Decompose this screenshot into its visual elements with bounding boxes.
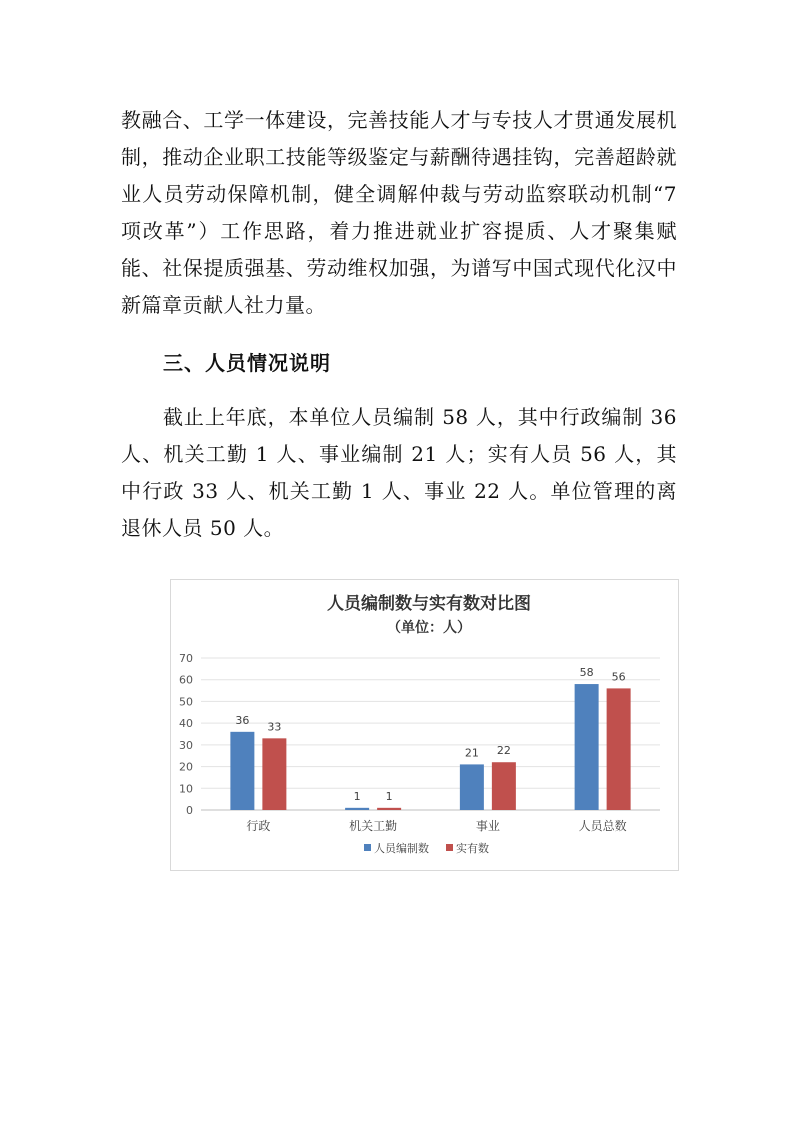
body-paragraph-staffing: 截止上年底，本单位人员编制 58 人，其中行政编制 36 人、机关工勤 1 人、事业编制 21 人；实有人员 56 人，其中行政 33 人、机关工勤 1 人、事业 22 人。单位管理的离退休人员 50 人。 xyxy=(121,405,677,540)
bar-staffing-quota-0 xyxy=(230,732,254,810)
bar-data-label: 58 xyxy=(579,666,594,680)
bar-actual-3 xyxy=(607,688,631,810)
chart-canvas xyxy=(171,580,678,870)
legend-swatch xyxy=(364,844,371,851)
staffing-bar-chart xyxy=(170,579,679,871)
chart-legend xyxy=(364,841,489,855)
x-category-label: 人员总数 xyxy=(578,819,627,833)
body-paragraph-reform: 教融合、工学一体建设，完善技能人才与专技人才贯通发展机制，推动企业职工技能等级鉴定与薪酬待遇挂钩，完善超龄就业人员劳动保障机制，健全调解仲裁与劳动监察联动机制“7项改革”）工作思路，着力推进就业扩容提质、人才聚集赋能、社保提质强基、劳动维权加强，为谱写中国式现代化汉中新篇章贡献人社力量。 xyxy=(121,108,677,317)
bar-data-label: 33 xyxy=(267,720,282,734)
bar-actual-1 xyxy=(377,808,401,810)
x-category-label: 机关工勤 xyxy=(349,819,398,833)
bar-staffing-quota-3 xyxy=(575,684,599,810)
legend-swatch xyxy=(446,844,453,851)
bar-data-label: 21 xyxy=(464,746,479,760)
y-tick-label: 30 xyxy=(179,738,193,752)
y-tick-label: 10 xyxy=(179,782,193,796)
legend-label: 人员编制数 xyxy=(374,842,429,855)
y-tick-label: 60 xyxy=(179,673,193,687)
bar-data-label: 1 xyxy=(385,789,393,803)
bar-data-label: 36 xyxy=(235,713,250,727)
section-heading-staffing: 三、人员情况说明 xyxy=(163,351,331,375)
y-tick-label: 40 xyxy=(179,717,193,731)
bar-staffing-quota-1 xyxy=(345,808,369,810)
y-tick-label: 50 xyxy=(179,695,193,709)
y-tick-label: 0 xyxy=(186,804,193,817)
chart-title: 人员编制数与实有数对比图 xyxy=(327,594,531,614)
chart-subtitle: （单位：人） xyxy=(387,620,471,636)
bar-actual-0 xyxy=(262,738,286,810)
x-category-label: 行政 xyxy=(246,819,271,833)
x-category-label: 事业 xyxy=(475,819,500,833)
bar-data-label: 1 xyxy=(353,789,361,803)
bar-data-label: 56 xyxy=(611,670,626,684)
bar-staffing-quota-2 xyxy=(460,764,484,810)
y-tick-label: 20 xyxy=(179,760,193,774)
y-tick-label: 70 xyxy=(179,652,193,665)
legend-label: 实有数 xyxy=(456,842,489,855)
bar-data-label: 22 xyxy=(496,744,511,758)
bar-actual-2 xyxy=(492,762,516,810)
